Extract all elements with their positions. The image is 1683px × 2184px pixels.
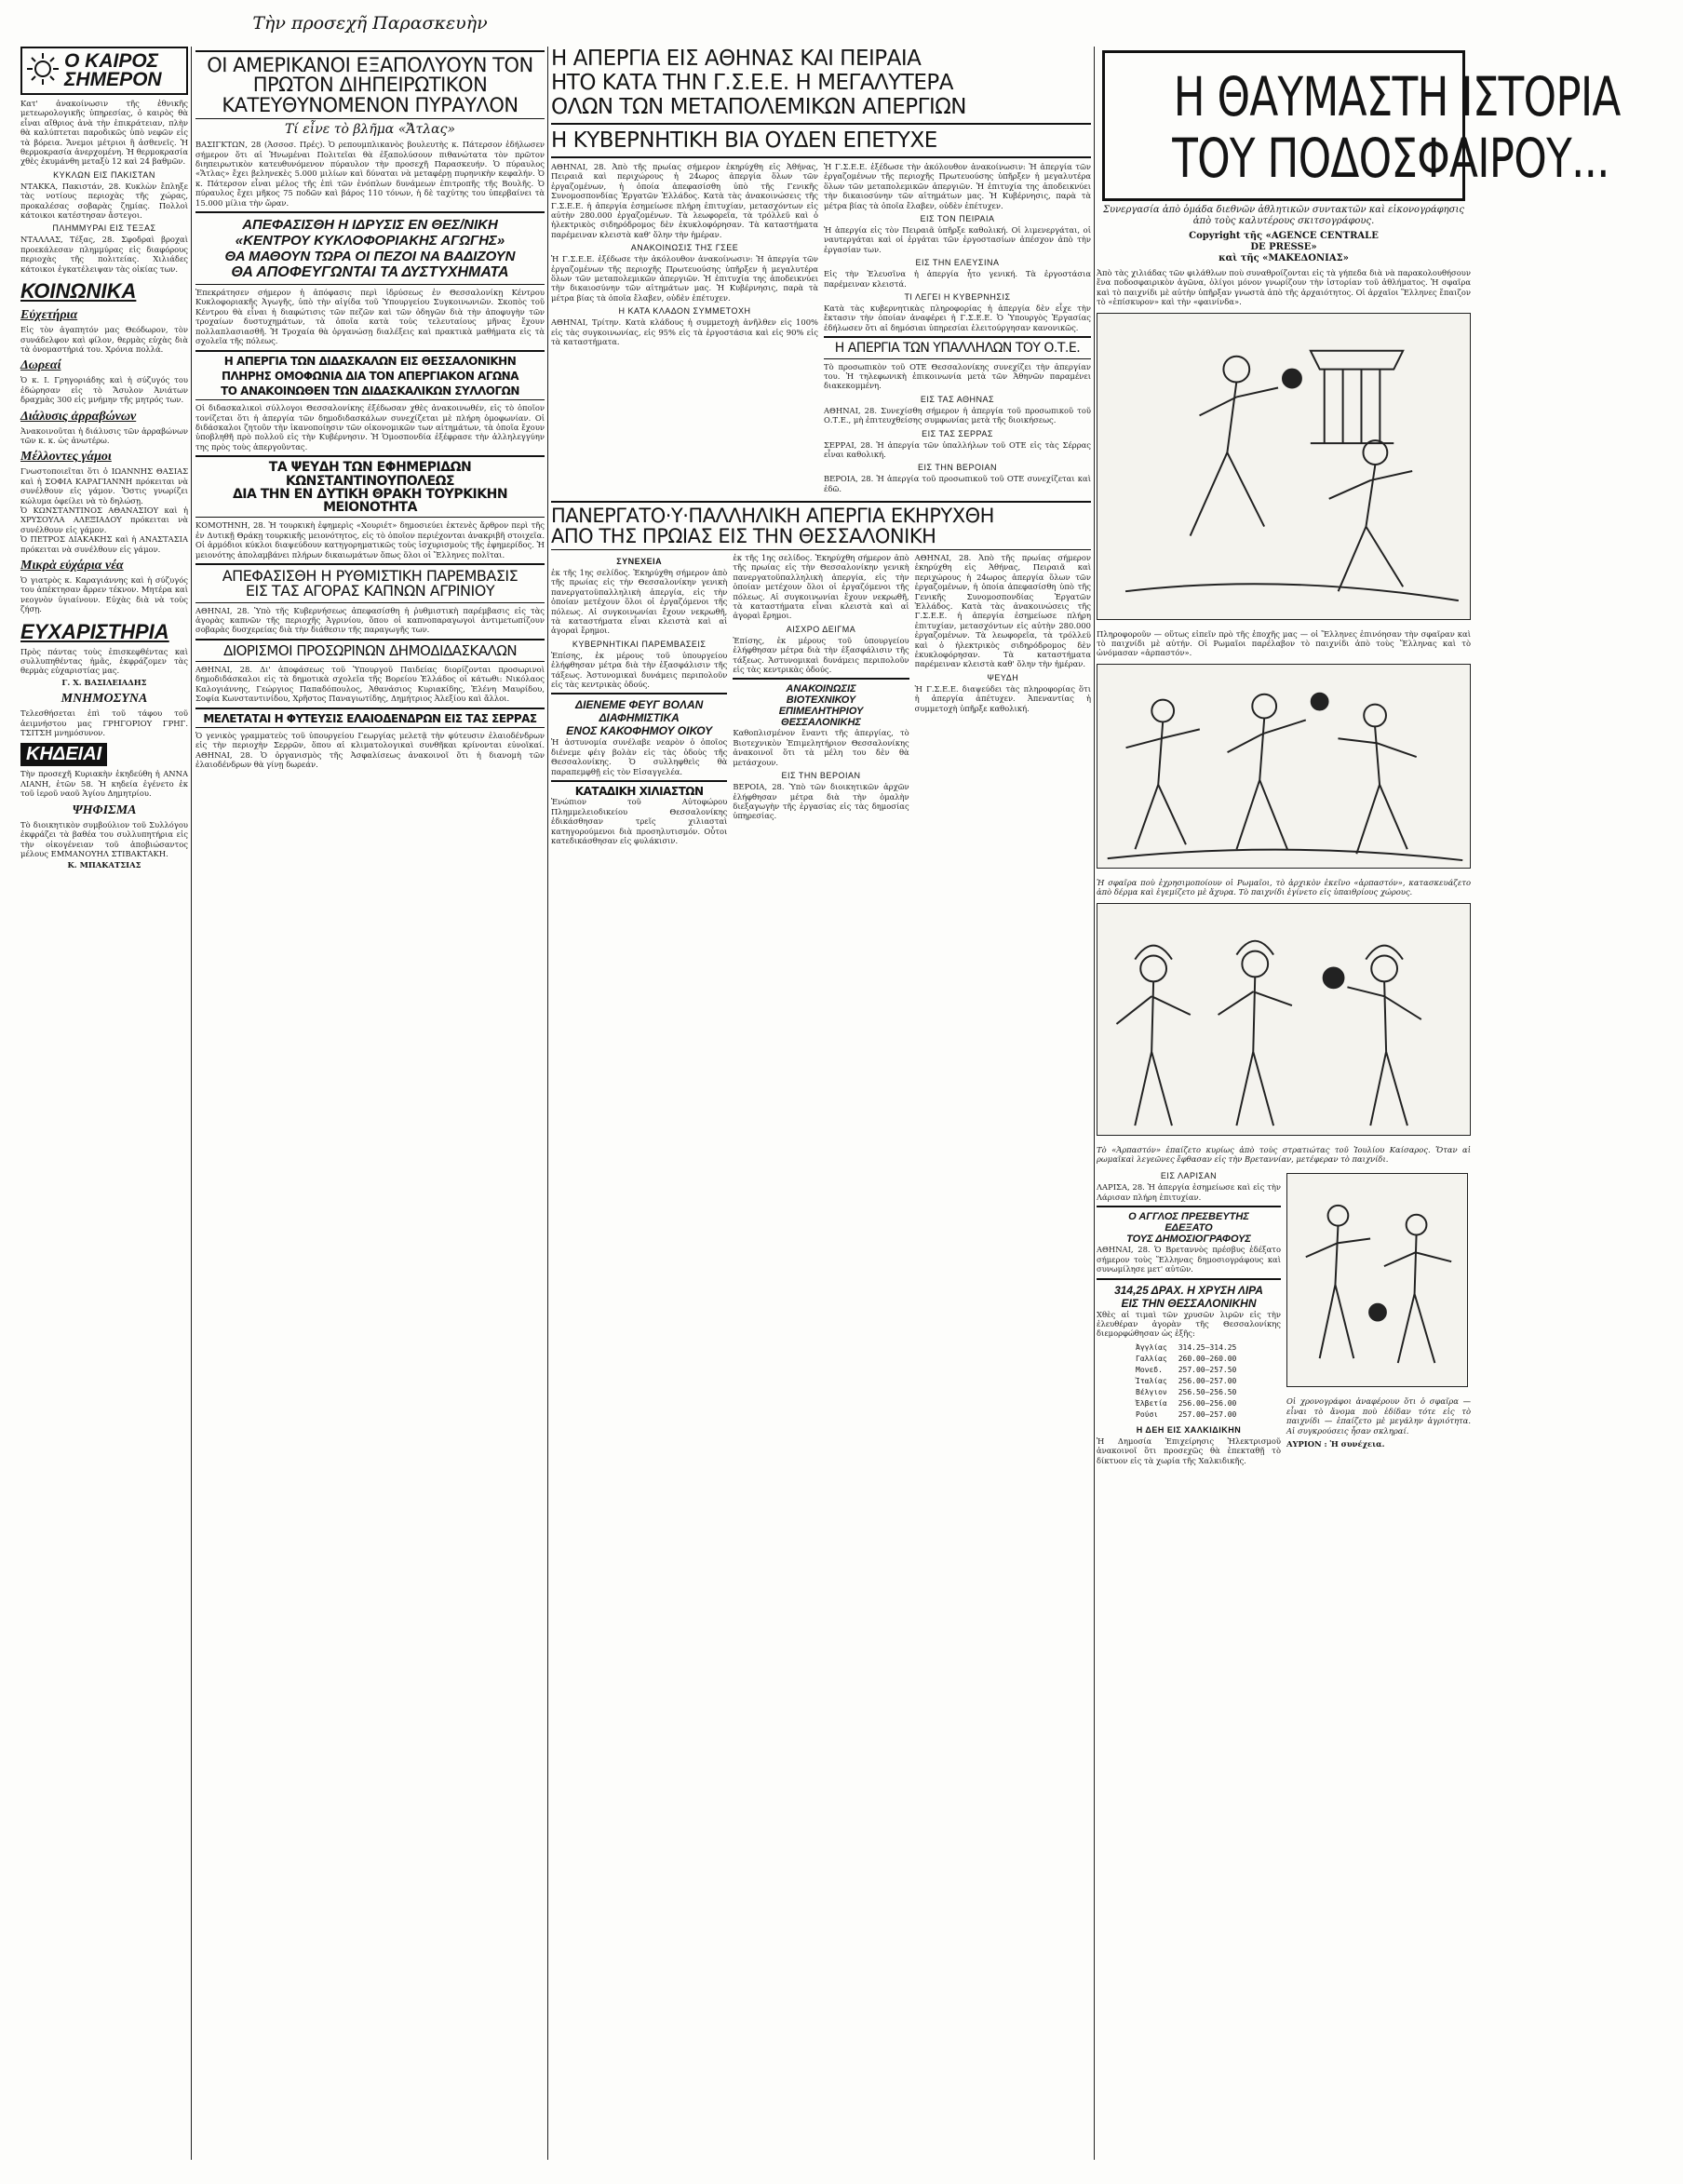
donations-label: Δωρεαί [20, 358, 61, 373]
rate-row [1136, 1355, 1245, 1364]
appointments-text: ΑΘΗΝΑΙ, 28. Δι' ἀποφάσεως τοῦ Ὑπουργοῦ Παιδείας διορίζονται προσωρινοὶ δημοδιδάσκαλοι εἰς τὰ δημοτικὰ σχολεῖα τῆς Βορείου Ἑλλάδος οἱ κάτωθι: Νικόλαος Καλογιάννης, Γεώργιος Παπαδόπουλος, Ἀθανάσιος Κυριακίδης, Ἑλένη Μαυρίδου, Σοφία Κωνσταντινίδου, Χρῆστος Παναγιωτίδης, Δημήτριος Ἀλεξίου καὶ ἄλλοι. [195, 665, 545, 704]
closure-text: ΑΘΗΝΑΙ, Τρίτην. Κατὰ κλάδους ἡ συμμετοχὴ ἀνῆλθεν εἰς 100% εἰς τὰς συγκοινωνίας, εἰς 95% εἰς τὰ ἐργοστάσια καὶ εἰς 90% εἰς τὰ καταστήματα. [551, 317, 818, 347]
gov-meas-text: Ἐπίσης, ἐκ μέρους τοῦ ὑπουργείου ἐλήφθησαν μέτρα διὰ τὴν ἐξασφάλισιν τῆς τάξεως. Ἀστυνομικαὶ δυνάμεις περιπολοῦν εἰς τὰς κεντρικὰς ὁδούς. [551, 650, 728, 690]
headline-traffic-2: «ΚΕΝΤΡΟΥ ΚΥΚΛΟΦΟΡΙΑΚΗΣ ΑΓΩΓΗΣ» [235, 233, 505, 249]
rates-head-1: 314,25 ΔΡΑΧ. Η ΧΡΥΣΗ ΛΙΡΑ [1114, 1283, 1263, 1297]
wishes-label: Εὐχετήρια [20, 308, 78, 323]
headline-traffic-3: ΘΑ ΜΑΘΟΥΝ ΤΩΡΑ ΟΙ ΠΕΖΟΙ ΝΑ ΒΑΔΙΖΟΥΝ [224, 249, 516, 265]
headline-missile: ΟΙ ΑΜΕΡΙΚΑΝΟΙ ΕΞΑΠΟΛΥΟΥΝ ΤΟΝ ΠΡΩΤΟΝ ΔΙΗΠΕΙΡΩΤΙΚΟΝ ΚΑΤΕΥΘΥΝΟΜΕΝΟΝ ΠΥΡΑΥΛΟΝ [207, 54, 533, 116]
trade-head-3: ΕΠΙΜΕΛΗΤΗΡΙΟΥ [778, 706, 864, 718]
veria-text: ΒΕΡΟΙΑ, 28. Ἡ ἀπεργία τοῦ προσωπικοῦ τοῦ ΟΤΕ συνεχίζεται καὶ ἐδῶ. [824, 474, 1091, 493]
last-caption: Οἱ χρονογράφοι ἀναφέρουν ὅτι ὁ σφαῖρα — εἶναι τὸ ἄνομα ποὺ ἐδίδαν τότε εἰς τὸ παιχνίδι — ἐπαίζετο μὲ μεγάλην ἀγριότητα. Αἱ συγκρούσεις ἦσαν σκληραί. [1286, 1396, 1471, 1436]
funerals-text: Τὴν προσεχῆ Κυριακὴν ἐκηδεύθη ἡ ΑΝΝΑ ΛΙΑΝΗ, ἐτῶν 58. Ἡ κηδεία ἐγένετο ἐκ τοῦ ἱεροῦ ναοῦ Ἁγίου Δημητρίου. [20, 769, 188, 799]
wishes-text: Εἰς τὸν ἀγαπητόν μας Θεόδωρον, τὸν συνάδελφον καὶ φίλον, θερμὰς εὐχὰς διὰ τὰ ὀνομαστήριά του. Χρόνια πολλά. [20, 325, 188, 354]
chalk-text: Ἡ Δημοσία Ἐπιχείρησις Ἠλεκτρισμοῦ ἀνακοινοῖ ὅτι προσεχῶς θὰ ἐπεκταθῇ τὸ δίκτυον εἰς τὰ χωρία τῆς Χαλκιδικῆς. [1097, 1436, 1281, 1465]
rate-row [1136, 1388, 1245, 1397]
tobacco-text: ΑΘΗΝΑΙ, 28. Ὑπὸ τῆς Κυβερνήσεως ἀπεφασίσθη ἡ ῥυθμιστικὴ παρέμβασις εἰς τὰς ἀγορὰς καπνῶν τῆς περιοχῆς Ἀγρινίου, ὅπου οἱ καπνοπαραγωγοὶ ἀντιμετωπίζουν σοβαρὰς δυσχερείας διὰ τὴν διάθεσιν τῆς παραγωγῆς των. [195, 605, 545, 635]
rate-name: Ἀγγλίας [1136, 1342, 1167, 1352]
football-intro: Συνεργασία ἀπὸ ὁμάδα διεθνῶν ἀθλητικῶν συντακτῶν καὶ εἰκονογράφησις ἀπὸ τοὺς καλυτέρους σκιτσογράφους. [1102, 205, 1465, 226]
rate-row [1136, 1410, 1245, 1420]
illustration-ancient-players [1097, 313, 1471, 620]
tomorrow-note: ΑΥΡΙΟΝ : Ἡ συνέχεια. [1286, 1439, 1385, 1449]
sample-text: Ἐπίσης, ἐκ μέρους τοῦ ὑπουργείου ἐλήφθησαν μέτρα διὰ τὴν ἐξασφάλισιν τῆς τάξεως. Ἀστυνομικαὶ δυνάμεις περιπολοῦν εἰς τὰς κεντρικὰς ὁδούς. [733, 635, 909, 675]
sample-head: ΑΙΣΧΡΟ ΔΕΙΓΜΑ [786, 624, 856, 634]
gov-text: Κατὰ τὰς κυβερνητικὰς πληροφορίας ἡ ἀπεργία δὲν εἶχε τὴν ἔκτασιν τὴν ὁποίαν ἀναφέρει ἡ Γ.Σ.Ε.Ε. Ὁ Ὑπουργὸς Ἐργασίας ἐδήλωσεν ὅτι αἱ δημόσιαι ὑπηρεσίαι ἐλειτούργησαν κανονικῶς. [824, 303, 1091, 332]
weather-title: ΣΗΜΕΡΟΝ [64, 69, 162, 90]
headline-teachers-2: ΠΛΗΡΗΣ ΟΜΟΦΩΝΙΑ ΔΙΑ ΤΟΝ ΑΠΕΡΓΙΑΚΟΝ ΑΓΩΝΑ [221, 369, 519, 383]
engagement-text: Ἀνακοινοῦται ἡ διάλυσις τῶν ἀρραβώνων τῶν κ. κ. ὡς ἀνωτέρω. [20, 425, 188, 445]
banner-line-2: ΗΤΟ ΚΑΤΑ ΤΗΝ Γ.Σ.Ε.Ε. Η ΜΕΓΑΛΥΤΕΡΑ [551, 71, 953, 95]
column-football [1097, 47, 1621, 2160]
thrace-text: ΚΟΜΟΤΗΝΗ, 28. Ἡ τουρκικὴ ἐφημερὶς «Χουριέτ» δημοσιεύει ἐκτενὲς ἄρθρον περὶ τῆς ἐν Δυτικῇ Θράκῃ τουρκικῆς μειονότητος, εἰς τὸ ὁποῖον περιέχονται ἀνακριβῆ στοιχεῖα. Οἱ ἁρμόδιοι κύκλοι διαψεύδουν κατηγορηματικῶς τοὺς ἰσχυρισμοὺς τῆς ἐφημερίδος. Ἡ μειονότης ἀπολαμβάνει πλήρων δικαιωμάτων ὅπως ὅλοι οἱ Ἕλληνες πολῖται. [195, 520, 545, 559]
ote-text: Τὸ προσωπικὸν τοῦ ΟΤΕ Θεσσαλονίκης συνεχίζει τὴν ἀπεργίαν του. Ἡ τηλεφωνικὴ ἐπικοινωνία μετὰ τῶν Ἀθηνῶν παραμένει διακεκομμένη. [824, 361, 1091, 391]
small-wishes-text: Ὁ γιατρὸς κ. Καραγιάννης καὶ ἡ σύζυγός του ἀπέκτησαν ἄρρεν τέκνον. Μητέρα καὶ νεογνὸν ὑγιαίνουν. Εὐχὰς διὰ νὰ τοὺς ζήσῃ. [20, 575, 188, 614]
rate-value: 257.00—257.50 [1178, 1365, 1237, 1374]
scandal-head-1: ΔΙΕΝΕΜΕ ΦΕΥΓ ΒΟΛΑΝ [575, 698, 704, 712]
headline-thrace-2: ΔΙΑ ΤΗΝ ΕΝ ΔΥΤΙΚΗ ΘΡΑΚΗ ΤΟΥΡΚΙΚΗΝ ΜΕΙΟΝΟΤΗΤΑ [232, 486, 508, 516]
gold-rates-table [1134, 1341, 1247, 1422]
engagement-label: Διάλυσις ἀρραβώνων [20, 409, 137, 424]
traffic-text: Ἐπεκράτησεν σήμερον ἡ ἀπόφασις περὶ ἱδρύσεως ἐν Θεσσαλονίκῃ Κέντρου Κυκλοφοριακῆς Ἀγωγῆς, ὑπὸ τὴν αἰγίδα τοῦ Ὑπουργείου Συγκοινωνιῶν. Σκοπὸς τοῦ Κέντρου θὰ εἶναι ἡ διαφώτισις τῶν πεζῶν καὶ τῶν ὁδηγῶν διὰ τὴν ἀποφυγὴν τῶν τροχαίων δυστυχημάτων, τὰ ὁποῖα κατὰ τοὺς τελευταίους μῆνας ἔχουν πολλαπλασιασθῆ. Ἡ Τροχαία θὰ ὀργανώσῃ διαλέξεις καὶ πρακτικὰ μαθήματα εἰς τὰ σχολεῖα τῆς πόλεως. [195, 288, 545, 346]
banner-line-3: ΟΛΩΝ ΤΩΝ ΜΕΤΑΠΟΛΕΜΙΚΩΝ ΑΠΕΡΓΙΩΝ [551, 95, 967, 119]
veria-head: ΕΙΣ ΤΗΝ ΒΕΡΟΙΑΝ [918, 463, 997, 473]
pakistan-head: ΚΥΚΛΩΝ ΕΙΣ ΠΑΚΙΣΤΑΝ [53, 169, 155, 180]
headline-traffic-1: ΑΠΕΦΑΣΙΣΘΗ Η ΙΔΡΥΣΙΣ ΕΝ ΘΕΣ/ΝΙΚΗ [242, 217, 498, 234]
envoy-head-1: Ο ΑΓΓΛΟΣ ΠΡΕΣΒΕΥΤΗΣ [1128, 1211, 1249, 1223]
rate-name: Ρούσι [1136, 1409, 1159, 1419]
closure-head: Η ΚΑΤΑ ΚΛΑΔΟΝ ΣΥΜΜΕΤΟΧΗ [618, 306, 751, 317]
headline-tobacco-2: ΕΙΣ ΤΑΣ ΑΓΟΡΑΣ ΚΑΠΝΩΝ ΑΓΡΙΝΙΟΥ [245, 582, 495, 600]
rate-value: 257.00—257.00 [1178, 1409, 1237, 1419]
headline-thrace-1: ΤΑ ΨΕΥΔΗ ΤΩΝ ΕΦΗΜΕΡΙΔΩΝ ΚΩΝΣΤΑΝΤΙΝΟΥΠΟΛΕΩΣ [268, 460, 472, 489]
trade-head-2: ΒΙΟΤΕΧΝΙΚΟΥ [786, 694, 856, 707]
copyright-3: καὶ τῆς «ΜΑΚΕΔΟΝΙΑΣ» [1218, 253, 1349, 263]
scandal-text: Ἡ ἀστυνομία συνέλαβε νεαρὸν ὁ ὁποῖος διένεμε φέιγ βολὰν εἰς τὰς ὁδοὺς τῆς Θεσσαλονίκης. Ὁ συλληφθεὶς θὰ παραπεμφθῇ εἰς τὸν Εἰσαγγελέα. [551, 737, 728, 776]
headline-missile-sub: Τί εἶνε τὸ βλῆμα «Ἄτλας» [284, 122, 456, 138]
rate-name: Ἰταλίας [1136, 1376, 1167, 1385]
envoy-text: ΑΘΗΝΑΙ, 28. Ὁ Βρεταννὸς πρέσβυς ἐδέξατο σήμερον τοὺς Ἕλληνας δημοσιογράφους καὶ συνωμίλησε μετ' αὐτῶν. [1097, 1245, 1281, 1274]
rate-name: Βέλγιον [1136, 1387, 1167, 1396]
column-rule [1094, 47, 1095, 2160]
rate-name: Μονεδ. [1136, 1365, 1163, 1374]
eleusis-text: Εἰς τὴν Ἐλευσῖνα ἡ ἀπεργία ἦτο γενική. Τὰ ἐργοστάσια παρέμειναν κλειστά. [824, 269, 1091, 289]
strike-lead-cont: Ἡ Γ.Σ.Ε.Ε. ἐξέδωσε τὴν ἀκόλουθον ἀνακοίνωσιν: Ἡ ἀπεργία τῶν ἐργαζομένων τῆς περιοχῆς Πρωτευούσης ὑπῆρξεν ἡ μεγαλυτέρα ὅλων τῶν μεταπολεμικῶν ἀπεργιῶν. Ἡ ἐπιτυχία της ἀποδεικνύει τὴν δικαιοσύνην τῶν αἰτημάτων μας. Ἡ Κυβέρνησις, παρὰ τὰ μέτρα βίας τὰ ὁποῖα ἔλαβεν, οὐδὲν ἐπέτυχεν. [824, 162, 1091, 210]
headline-traffic-4: ΘΑ ΑΠΟΦΕΥΓΩΝΤΑΙ ΤΑ ΔΥΣΤΥΧΗΜΑΤΑ [231, 264, 509, 281]
piraeus-head: ΕΙΣ ΤΟΝ ΠΕΙΡΑΙΑ [920, 214, 995, 224]
banner-line-4: Η ΚΥΒΕΡΝΗΤΙΚΗ ΒΙΑ ΟΥΔΕΝ ΕΠΕΤΥΧΕ [551, 128, 937, 153]
gov-head: ΤΙ ΛΕΓΕΙ Η ΚΥΒΕΡΝΗΣΙΣ [904, 292, 1011, 303]
scandal-head-3: ΕΝΟΣ ΚΑΚΟΦΗΜΟΥ ΟΙΚΟΥ [566, 724, 713, 738]
piraeus-text: Ἡ ἀπεργία εἰς τὸν Πειραιᾶ ὑπῆρξε καθολική. Οἱ λιμενεργάται, οἱ ναυτεργάται καὶ οἱ ἐργάται τῶν ἐργοστασίων ἀπέσχον ἀπὸ τὴν ἐργασίαν των. [824, 225, 1091, 254]
gsee-text: Ἡ Γ.Σ.Ε.Ε. ἐξέδωσε τὴν ἀκόλουθον ἀνακοίνωσιν: Ἡ ἀπεργία τῶν ἐργαζομένων τῆς περιοχῆς Πρωτευούσης ὑπῆρξεν ἡ μεγαλυτέρα ὅλων τῶν μεταπολεμικῶν ἀπεργιῶν. Ἡ ἐπιτυχία της ἀποδεικνύει τὴν δικαιοσύνην τῶν αἰτημάτων μας. Ἡ Κυβέρνησις, παρὰ τὰ μέτρα βίας τὰ ὁποῖα ἔλαβεν, οὐδὲν ἐπέτυχεν. [551, 254, 818, 303]
headline-olives: ΜΕΛΕΤΑΤΑΙ Η ΦΥΤΕΥΣΙΣ ΕΛΑΙΟΔΕΝΔΡΩΝ ΕΙΣ ΤΑΣ ΣΕΡΡΑΣ [203, 711, 537, 725]
trade-head-1: ΑΝΑΚΟΙΝΩΣΙΣ [786, 683, 856, 695]
chalk-head: Η ΔΕΗ ΕΙΣ ΧΑΛΚΙΔΙΚΗΝ [1136, 1424, 1242, 1435]
big-strike-head-1: ΠΑΝΕΡΓΑΤΟ·Υ·ΠΑΛΛΗΛΙΚΗ ΑΠΕΡΓΙΑ ΕΚΗΡΥΧΘΗ [551, 505, 994, 528]
decree-sign: Κ. ΜΠΑΚΑΤΣΙΑΣ [67, 860, 141, 870]
caption-2: Τὸ «Ἁρπαστόν» ἐπαίζετο κυρίως ἀπὸ τοὺς στρατιώτας τοῦ Ἰουλίου Καίσαρος. Ὅταν αἱ ρωμαϊκαὶ λεγεῶνες ἔφθασαν εἰς τὴν Βρεταννίαν, μετέφεραν τὸ παιχνίδι. [1097, 1144, 1471, 1165]
strike-lead-text: ΑΘΗΝΑΙ, 28. Ἀπὸ τῆς πρωίας σήμερον ἐκηρύχθη εἰς Ἀθήνας, Πειραιᾶ καὶ περιχώρους ἡ 24ωρος ἀπεργία ὅλων τῶν ἐργαζομένων, ἡ ὁποία ἀπεφασίσθη ὑπὸ τῆς Γενικῆς Συνομοσπονδίας Ἐργατῶν Ἑλλάδος. Κατὰ τὰς ἀνακοινώσεις τῆς Γ.Σ.Ε.Ε. ἡ ἀπεργία ἐσημείωσε πλήρη ἐπιτυχίαν, μετασχόντων εἰς αὐτὴν 280.000 ἐργαζομένων. Τὰ λεωφορεῖα, τὰ τρόλλεϋ καὶ ὁ ἠλεκτρικὸς σιδηρόδρομος δὲν ἐκυκλοφόρησαν. Τὰ καταστήματα παρέμειναν κλειστὰ καθ' ὅλην τὴν ἡμέραν. [551, 162, 818, 239]
banner-line-1: Η ΑΠΕΡΓΙΑ ΕΙΣ ΑΘΗΝΑΣ ΚΑΙ ΠΕΙΡΑΙΑ [551, 47, 922, 71]
floods-text: ΝΤΑΛΛΑΣ, Τέξας, 28. Σφοδραὶ βροχαὶ προεκάλεσαν πλημμύρας εἰς διαφόρους περιοχὰς τῆς πολιτείας. Χιλιάδες κάτοικοι ἐγκατέλειψαν τὰς οἰκίας των. [20, 235, 188, 274]
falsehood-text: Ἡ Γ.Σ.Ε.Ε. διαψεύδει τὰς πληροφορίας ὅτι ἡ ἀπεργία ἀπέτυχεν. Ἀπεναντίας ἡ συμμετοχὴ ὑπῆρξε καθολική. [914, 683, 1091, 713]
rates-head-2: ΕΙΣ ΤΗΝ ΘΕΣΣΑΛΟΝΙΚΗΝ [1121, 1296, 1257, 1310]
larissa-head: ΕΙΣ ΛΑΡΙΣΑΝ [1160, 1171, 1218, 1181]
funerals-label: ΚΗΔΕΙΑΙ [20, 743, 107, 766]
copyright-1: Copyright τῆς «AGENCE CENTRALE [1189, 231, 1379, 241]
envoy-head-2: ΕΔΕΞΑΤΟ [1165, 1222, 1213, 1234]
sun-icon [26, 52, 60, 86]
thanks-sign: Γ. Χ. ΒΑΣΙΛΕΙΑΔΗΣ [61, 677, 147, 687]
memorial-text: Τελεσθήσεται ἐπὶ τοῦ τάφου τοῦ ἀειμνήστου μας ΓΡΗΓΟΡΙΟΥ ΓΡΗΓ. ΤΣΙΤΣΗ μνημόσυνον. [20, 708, 188, 738]
weather-box [20, 47, 188, 95]
envoy-head-3: ΤΟΥΣ ΔΗΜΟΣΙΟΓΡΑΦΟΥΣ [1126, 1234, 1251, 1246]
weddings-label: Μέλλοντες γάμοι [20, 450, 112, 465]
football-title-2: ΤΟΥ ΠΟΔΟΣΦΑΙΡΟΥ... [1172, 127, 1609, 190]
athens-text: ΑΘΗΝΑΙ, 28. Συνεχίσθη σήμερον ἡ ἀπεργία τοῦ προσωπικοῦ τοῦ Ο.Τ.Ε., μὴ ἐπιτευχθείσης συμφωνίας μετὰ τῆς διοικήσεως. [824, 405, 1091, 425]
memorial-label: ΜΝΗΜΟΣΥΝΑ [61, 692, 148, 707]
big-strike-text: ἐκ τῆς 1ης σελίδος. Ἐκηρύχθη σήμερον ἀπὸ τῆς πρωίας εἰς τὴν Θεσσαλονίκην γενικὴ πανεργατοϋπαλληλικὴ ἀπεργία, εἰς τὴν ὁποίαν μετέχουν ὅλοι οἱ ἐργαζόμενοι τῆς πόλεως. Αἱ συγκοινωνίαι ἔχουν νεκρωθῆ, τὰ καταστήματα εἶναι κλειστὰ καὶ αἱ ἀγοραὶ ἔρημοι. [551, 568, 728, 636]
veria2-text: ΒΕΡΟΙΑ, 28. Ὑπὸ τῶν διοικητικῶν ἀρχῶν ἐλήφθησαν μέτρα διὰ τὴν ὁμαλὴν διεξαγωγὴν τῆς ἐργασίας εἰς τὰς δημοσίας ὑπηρεσίας. [733, 782, 909, 821]
scandal-head-2: ΔΙΑΦΗΜΙΣΤΙΚΑ [599, 711, 680, 725]
serres-head: ΕΙΣ ΤΑΣ ΣΕΡΡΑΣ [922, 428, 993, 438]
olives-text: Ὁ γενικὸς γραμματεὺς τοῦ ὑπουργείου Γεωργίας μελετᾷ τὴν φύτευσιν ἐλαιοδένδρων εἰς τὴν περιοχὴν Σερρῶν, ὅπου αἱ κλιματολογικαὶ συνθῆκαι κρίνονται εὐνοϊκαί. ΑΘΗΝΑΙ, 28. Ὁ ὀργανισμὸς τῆς Ἀσφαλίσεως ἀνακοινοῖ ὅτι ἡ διανομὴ τῶν ἐλαιοδένδρων θὰ γίνῃ δωρεάν. [195, 730, 545, 770]
social-label: ΚΟΙΝΩΝΙΚΑ [20, 279, 137, 303]
athens-head: ΕΙΣ ΤΑΣ ΑΘΗΝΑΣ [920, 394, 995, 404]
decree-label: ΨΗΦΙΣΜΑ [72, 802, 137, 817]
column-left [20, 47, 188, 2160]
headline-tobacco-1: ΑΠΕΦΑΣΙΣΘΗ Η ΡΥΘΜΙΣΤΙΚΗ ΠΑΡΕΜΒΑΣΙΣ [222, 566, 518, 585]
headline-teachers-1: Η ΑΠΕΡΓΙΑ ΤΩΝ ΔΙΔΑΣΚΑΛΩΝ ΕΙΣ ΘΕΣΣΑΛΟΝΙΚΗΝ [223, 354, 517, 368]
rate-value: 256.00—256.00 [1178, 1398, 1237, 1408]
caption-1: Ἡ σφαῖρα ποὺ ἐχρησιμοποίουν οἱ Ρωμαῖοι, τὸ ἀρχικὸν ἐκεῖνο «ἁρπαστόν», κατασκευάζετο ἀπὸ δέρμα καὶ ἐγεμίζετο μὲ ἄχυρα. Τὸ παιχνίδι ἐγίνετο εἰς ὑπαιθρίους χώρους. [1097, 877, 1471, 897]
illustration-medieval-game [1286, 1173, 1468, 1387]
rate-value: 260.00—260.00 [1178, 1354, 1237, 1363]
donations-text: Ὁ κ. Ι. Γρηγοριάδης καὶ ἡ σύζυγός του ἐδώρησαν εἰς τὸ Ἄσυλον Ἀνιάτων δραχμὰς 300 εἰς μνήμην τῆς μητρός των. [20, 375, 188, 405]
larissa-text: ΛΑΡΙΣΑ, 28. Ἡ ἀπεργία ἐσημείωσε καὶ εἰς τὴν Λάρισαν πλήρη ἐπιτυχίαν. [1097, 1182, 1281, 1202]
weddings-text: Γνωστοποιεῖται ὅτι ὁ ΙΩΑΝΝΗΣ ΘΑΣΙΑΣ καὶ ἡ ΣΟΦΙΑ ΚΑΡΑΓΙΑΝΝΗ πρόκειται νὰ συνέλθουν εἰς γάμον. Ὅστις γνωρίζει κώλυμα ὀφείλει νὰ τὸ δηλώσῃ. Ὁ ΚΩΝΣΤΑΝΤΙΝΟΣ ΑΘΑΝΑΣΙΟΥ καὶ ἡ ΧΡΥΣΟΥΛΑ ΑΛΕΞΙΑΔΟΥ πρόκειται νὰ συνέλθουν εἰς γάμον. Ὁ ΠΕΤΡΟΣ ΔΙΑΚΑΚΗΣ καὶ ἡ ΑΝΑΣΤΑΣΙΑ πρόκειται νὰ συνέλθουν εἰς γάμον. [20, 466, 188, 554]
big-strike-head-2: ΑΠΟ ΤΗΣ ΠΡΩΙΑΣ ΕΙΣ ΤΗΝ ΘΕΣΣΑΛΟΝΙΚΗ [551, 524, 936, 547]
column-main [551, 47, 1091, 2160]
story-text-1: Ἀπὸ τὰς χιλιάδας τῶν φιλάθλων ποὺ συναθροίζονται εἰς τὰ γήπεδα διὰ νὰ παρακολουθήσουν ἕνα ποδοσφαιρικὸν ἀγῶνα, ὀλίγοι μόνον γνωρίζουν τὴν ἱστορίαν τοῦ ἀθλήματος. Ἡ σφαῖρα καὶ τὸ παιχνίδι μὲ αὐτὴν ὑπῆρξαν γνωστὰ ἀπὸ τῆς ἀρχαιότητος. Οἱ ἀρχαῖοι Ἕλληνες ἔπαιζον τὸ «ἐπίσκυρον» καὶ τὴν «φαινίνδα». [1097, 268, 1471, 307]
trade-text: Καθοπλισμένον ἔναντι τῆς ἀπεργίας, τὸ Βιοτεχνικὸν Ἐπιμελητήριον Θεσσαλονίκης ἀνακοινοῖ ὅτι τὰ μέλη του δὲν θὰ μετάσχουν. [733, 728, 909, 767]
headline-teachers-3: ΤΟ ΑΝΑΚΟΙΝΩΘΕΝ ΤΩΝ ΔΙΔΑΣΚΑΛΙΚΩΝ ΣΥΛΛΟΓΩΝ [221, 384, 519, 398]
serres-text: ΣΕΡΡΑΙ, 28. Ἡ ἀπεργία τῶν ὑπαλλήλων τοῦ ΟΤΕ εἰς τὰς Σέρρας εἶναι καθολική. [824, 439, 1091, 459]
column-second [195, 47, 545, 2160]
dateline: Τὴν προσεχῆ Παρασκευὴν [252, 13, 488, 34]
headline-appointments: ΔΙΟΡΙΣΜΟΙ ΠΡΟΣΩΡΙΝΩΝ ΔΗΜΟΔΙΔΑΣΚΑΛΩΝ [222, 641, 518, 659]
illustration-legion [1097, 903, 1471, 1136]
rate-name: Ἐλβετία [1136, 1398, 1167, 1408]
gov-meas-head: ΚΥΒΕΡΝΗΤΙΚΑΙ ΠΑΡΕΜΒΑΣΕΙΣ [572, 639, 707, 649]
story-text-2: Πληροφοροῦν — οὕτως εἰπεῖν πρὸ τῆς ἐποχῆς μας — οἱ Ἕλληνες ἐπινόησαν τὴν σφαῖραν καὶ τὸ παιχνίδι μὲ αὐτήν. Οἱ Ρωμαῖοι παρέλαβον τὸ παιχνίδι ἀπὸ τοὺς Ἕλληνας καὶ τὸ ὠνόμασαν «ἁρπαστόν». [1097, 628, 1471, 658]
small-wishes-label: Μικρὰ εὐχάρια νέα [20, 559, 124, 573]
rate-row [1136, 1399, 1245, 1409]
rates-intro: Χθὲς αἱ τιμαὶ τῶν χρυσῶν λιρῶν εἰς τὴν ἐλευθέραν ἀγορὰν τῆς Θεσσαλονίκης διεμορφώθησαν ὡς ἑξῆς: [1097, 1309, 1281, 1339]
falsehood-head: ΨΕΥΔΗ [987, 672, 1019, 682]
missile-text: ΒΑΣΙΓΚΤΩΝ, 28 (Ἀσσοσ. Πρές). Ὁ ρεπουμπλικανὸς βουλευτὴς κ. Πάτερσον ἐδήλωσεν σήμερον ὅτι αἱ Ἡνωμέναι Πολιτεῖαι θὰ ἐξαπολύσουν πιθανώτατα τὸν πρῶτον διηπειρωτικὸν κατευθυνόμενον πύραυλον τὴν προσεχῆ Παρασκευήν. Ὁ πύραυλος «Ἄτλας» ἔχει βεληνεκὲς 5.000 μιλίων καὶ δύναται νὰ μεταφέρῃ πυρηνικὴν κεφαλήν. Ὁ κ. Πάτερσον εἶναι μέλος τῆς ἐπὶ τῶν ἐνόπλων δυνάμεων ἐπιτροπῆς τῆς Βουλῆς. Ὁ πύραυλος ἔχει μῆκος 75 ποδῶν καὶ βάρος 110 τόνων, ἡ δὲ ταχύτης του ὑπερβαίνει τὰ 15.000 μίλια τὴν ὥραν. [195, 140, 545, 208]
illustration-roman-game [1097, 664, 1471, 869]
bottom-text: Ἐνώπιον τοῦ Αὐτοφώρου Πλημμελειοδικείου Θεσσαλονίκης ἐδικάσθησαν τρεῖς χιλιασταὶ κατηγορούμενοι διὰ προσηλυτισμόν. Οὗτοι κατεδικάσθησαν εἰς φυλάκισιν. [551, 797, 728, 845]
thanks-label: ΕΥΧΑΡΙΣΤΗΡΙΑ [20, 619, 169, 643]
weather-text: Κατ' ἀνακοίνωσιν τῆς ἐθνικῆς μετεωρολογικῆς ὑπηρεσίας, ὁ καιρὸς θὰ εἶναι αἴθριος ἀνὰ τὴν ἐπικράτειαν, πλὴν θὰ καλύπτεται παροδικῶς ὑπὸ νεφῶν εἰς τὰ βόρεια. Ἄνεμοι μέτριοι ἢ ἀσθενεῖς. Ἡ θερμοκρασία ἀνερχομένη. Ἡ θερμοκρασία χθὲς ἐκυμάνθη μεταξὺ 12 καὶ 24 βαθμῶν. [20, 99, 188, 167]
rate-name: Γαλλίας [1136, 1354, 1167, 1363]
ote-head: Η ΑΠΕΡΓΙΑ ΤΩΝ ΥΠΑΛΛΗΛΩΝ ΤΟΥ Ο.Τ.Ε. [834, 341, 1081, 357]
gsee-head: ΑΝΑΚΟΙΝΩΣΙΣ ΤΗΣ ΓΣΕΕ [630, 243, 739, 253]
rate-row [1136, 1343, 1245, 1353]
football-title-box [1102, 50, 1621, 201]
rate-row [1136, 1366, 1245, 1375]
eleusis-head: ΕΙΣ ΤΗΝ ΕΛΕΥΣΙΝΑ [915, 258, 1000, 268]
thanks-text: Πρὸς πάντας τοὺς ἐπισκεφθέντας καὶ συλλυπηθέντας ἡμᾶς, ἐκφράζομεν τὰς θερμὰς εὐχαριστίας μας. [20, 646, 188, 676]
bottom-head: ΚΑΤΑΔΙΚΗ ΧΙΛΙΑΣΤΩΝ [574, 785, 704, 799]
copyright-2: DE PRESSE» [1250, 242, 1317, 252]
floods-head: ΠΛΗΜΜΥΡΑΙ ΕΙΣ ΤΕΞΑΣ [52, 223, 156, 234]
rate-row [1136, 1377, 1245, 1386]
weather-title: Ο ΚΑΙΡΟΣ [64, 50, 159, 72]
teachers-text: Οἱ διδασκαλικοὶ σύλλογοι Θεσσαλονίκης ἐξέδωσαν χθὲς ἀνακοινωθέν, εἰς τὸ ὁποῖον τονίζεται ὅτι ἡ ἀπεργία τῶν δημοδιδασκάλων συνεχίζεται μὲ πλήρη ὁμοφωνίαν. Οἱ διδάσκαλοι ζητοῦν τὴν ἱκανοποίησιν τῶν οἰκονομικῶν των αἰτημάτων, τὰ ὁποῖα ἔχουν ὑποβληθῆ πρὸ πολλοῦ εἰς τὴν Κυβέρνησιν. Ἡ Ὁμοσπονδία ἐξέφρασε τὴν ἀλληλεγγύην της πρὸς τοὺς ἀπεργοῦντας. [195, 403, 545, 452]
trade-head-4: ΘΕΣΣΑΛΟΝΙΚΗΣ [781, 717, 861, 729]
rate-value: 256.00—257.00 [1178, 1376, 1237, 1385]
veria2-head: ΕΙΣ ΤΗΝ ΒΕΡΟΙΑΝ [781, 771, 861, 781]
decree-text: Τὸ διοικητικὸν συμβούλιον τοῦ Συλλόγου ἐκφράζει τὰ βαθέα του συλλυπητήρια εἰς τὴν οἰκογένειαν τοῦ ἀποβιώσαντος μέλους ΕΜΜΑΝΟΥΗΛ ΣΤΙΒΑΚΤΑΚΗ. [20, 819, 188, 858]
column-rule [191, 47, 192, 2160]
column-rule [547, 47, 548, 2160]
rate-value: 256.50—256.50 [1178, 1387, 1237, 1396]
strike-side-text: ΑΘΗΝΑΙ, 28. Ἀπὸ τῆς πρωίας σήμερον ἐκηρύχθη εἰς Ἀθήνας, Πειραιᾶ καὶ περιχώρους ἡ 24ωρος ἀπεργία ὅλων τῶν ἐργαζομένων, ἡ ὁποία ἀπεφασίσθη ὑπὸ τῆς Γενικῆς Συνομοσπονδίας Ἐργατῶν Ἑλλάδος. Κατὰ τὰς ἀνακοινώσεις τῆς Γ.Σ.Ε.Ε. ἡ ἀπεργία ἐσημείωσε πλήρη ἐπιτυχίαν, μετασχόντων εἰς αὐτὴν 280.000 ἐργαζομένων. Τὰ λεωφορεῖα, τὰ τρόλλεϋ καὶ ὁ ἠλεκτρικὸς σιδηρόδρομος δὲν ἐκυκλοφόρησαν. Τὰ καταστήματα παρέμειναν κλειστὰ καθ' ὅλην τὴν ἡμέραν. [914, 553, 1091, 669]
pakistan-text: ΝΤΑΚΚΑ, Πακιστάν, 28. Κυκλὼν ἔπληξε τὰς νοτίους περιοχὰς τῆς χώρας, προκαλέσας σοβαρὰς ζημίας. Πολλοὶ κάτοικοι κατέστησαν ἄστεγοι. [20, 181, 188, 221]
cont-head: ΣΥΝΕΧΕΙΑ [616, 557, 663, 567]
football-title-1: Η ΘΑΥΜΑΣΤΗ ΙΣΤΟΡΙΑ [1173, 65, 1621, 128]
rate-value: 314.25—314.25 [1178, 1342, 1237, 1352]
big-strike-cont: ἐκ τῆς 1ης σελίδος. Ἐκηρύχθη σήμερον ἀπὸ τῆς πρωίας εἰς τὴν Θεσσαλονίκην γενικὴ πανεργατοϋπαλληλικὴ ἀπεργία, εἰς τὴν ὁποίαν μετέχουν ὅλοι οἱ ἐργαζόμενοι τῆς πόλεως. Αἱ συγκοινωνίαι ἔχουν νεκρωθῆ, τὰ καταστήματα εἶναι κλειστὰ καὶ αἱ ἀγοραὶ ἔρημοι. [733, 553, 909, 621]
